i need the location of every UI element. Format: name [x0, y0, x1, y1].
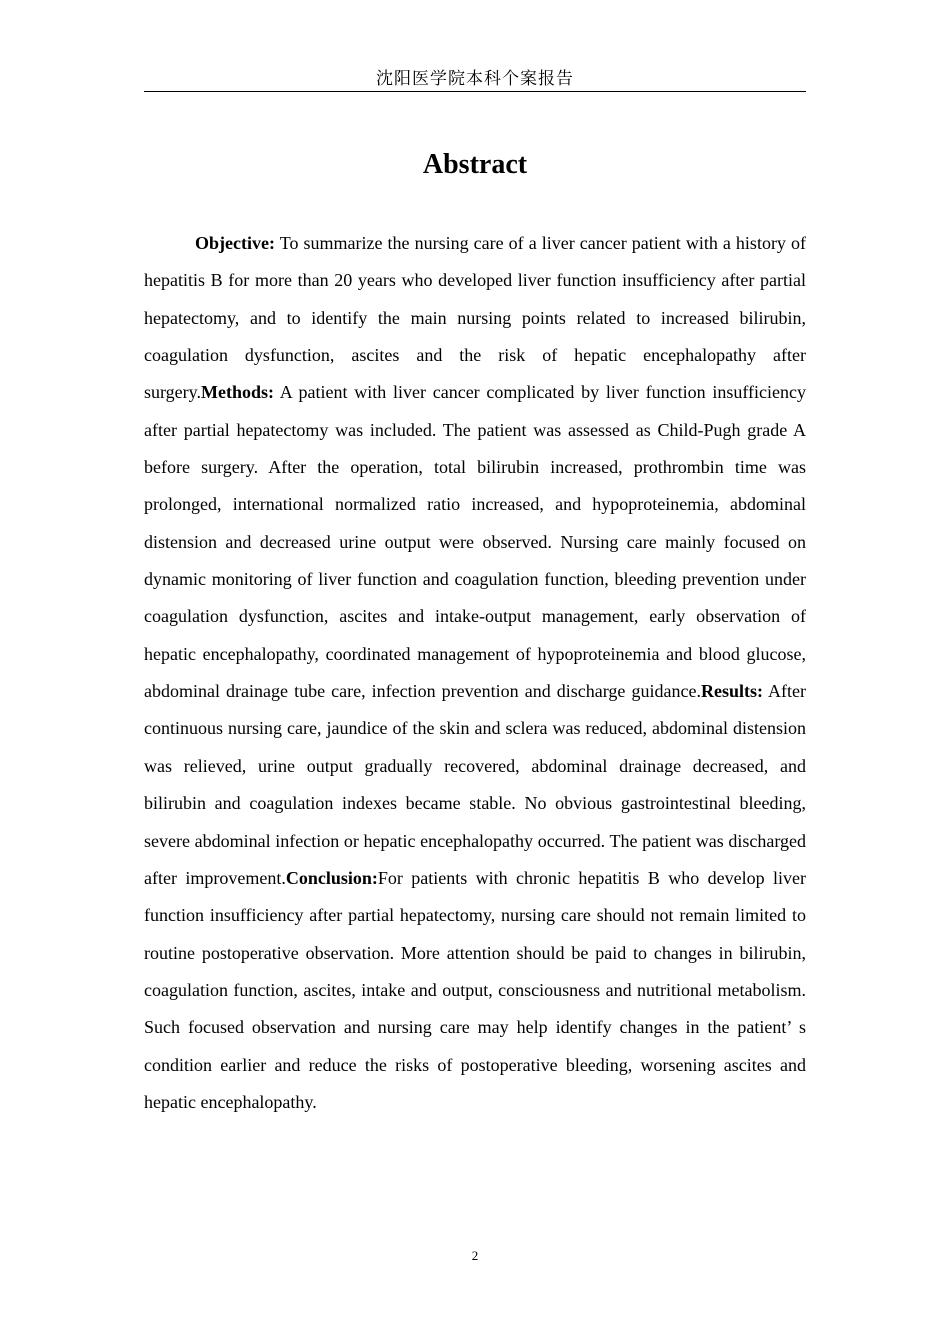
header-rule: [144, 91, 806, 92]
objective-label: Objective:: [195, 233, 275, 253]
results-text: After continuous nursing care, jaundice of the skin and sclera was reduced, abdominal distension was relieved, urine output gradually recovered, abdominal drainage decreased, and bilirubin and coagulation indexes became stable. No obvious gastrointestinal bleeding, severe abdominal infection or hepatic encephalopathy occurred. The patient was discharged after improvement.: [144, 681, 806, 888]
page-title: Abstract: [422, 149, 528, 180]
results-label: Results:: [700, 681, 763, 702]
conclusion-text: For patients with chronic hepatitis B who develop liver function insufficiency after partial hepatectomy, nursing care should not remain limited to routine postoperative observation. More attention should be paid to changes in bilirubin, coagulation function, ascites, intake and output, consciousness and nutritional metabolism. Such focused observation and nursing care may help identify changes in the patient’ s condition earlier and reduce the risks of postoperative bleeding, worsening ascites and hepatic encephalopathy.: [144, 867, 806, 1112]
conclusion-label: Conclusion:: [285, 867, 378, 888]
methods-text: A patient with liver cancer complicated by liver function insufficiency after partial hepatectomy was included. The patient was assessed as Child-Pugh grade A before surgery. After the operation, total bilirubin increased, prothrombin time was prolonged, international normalized ratio increased, and hypoproteinemia, abdominal distension and decreased urine output were observed. Nursing care mainly focused on dynamic monitoring of liver function and coagulation function, bleeding prevention under coagulation dysfunction, ascites and intake-output management, early observation of hepatic encephalopathy, coordinated management of hypoproteinemia and blood glucose, abdominal drainage tube care, infection prevention and discharge guidance.: [144, 382, 806, 702]
objective-text: To summarize the nursing care of a liver cancer patient with a history of hepatitis B for more than 20 years who developed liver function insufficiency after partial hepatectomy, and to identify the main nursing points related to increased bilirubin, coagulation dysfunction, ascites and the risk of hepatic encephalopathy after surgery.: [144, 233, 806, 403]
methods-label: Methods:: [201, 382, 274, 403]
running-header: 沈阳医学院本科个案报告: [376, 69, 574, 89]
abstract-paragraph: [144, 225, 806, 1121]
page-number: 2: [471, 1248, 479, 1263]
